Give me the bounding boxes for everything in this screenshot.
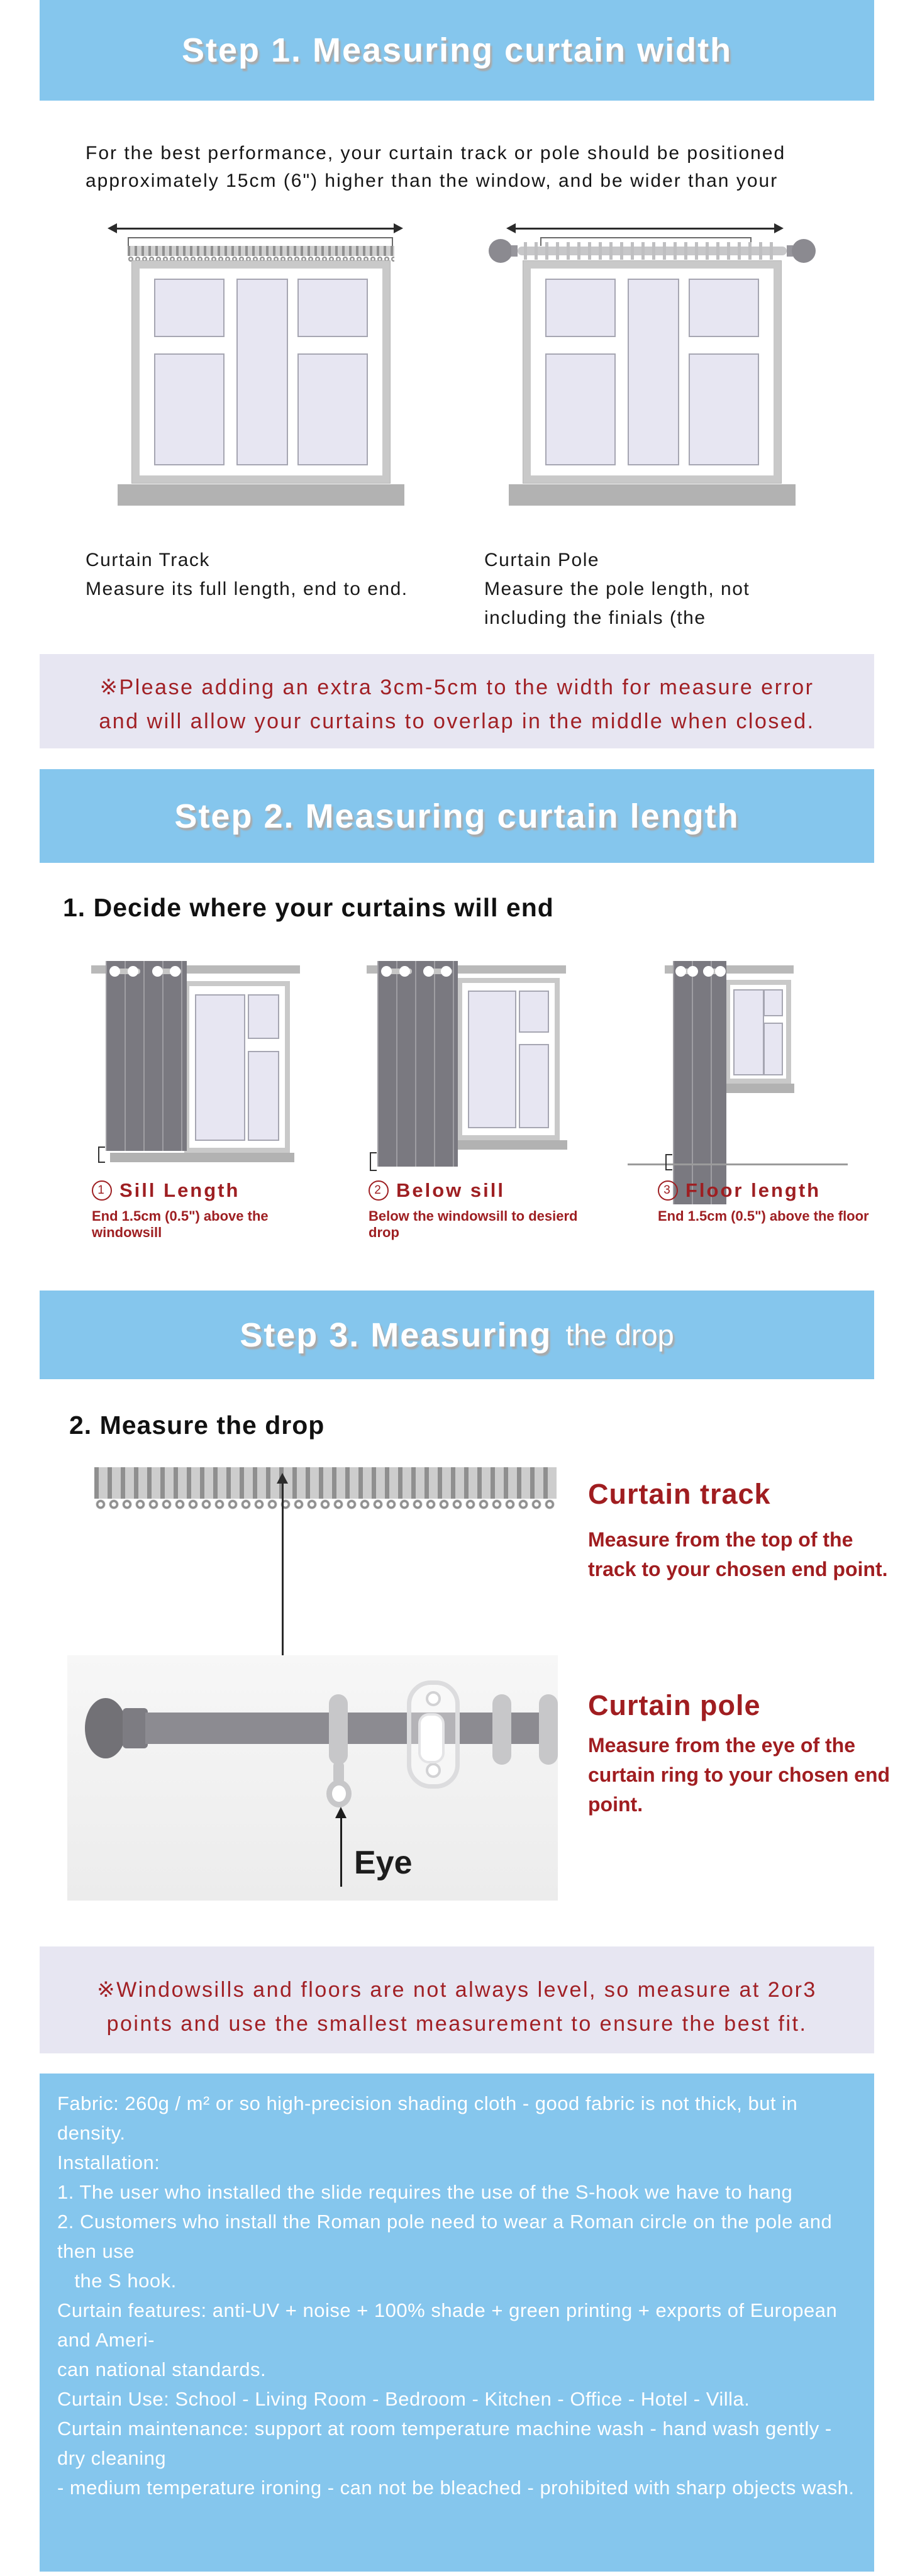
footer-line: Fabric: 260g / m² or so high-precision shading cloth - good fabric is not thick, but in density. [57,2092,804,2144]
footer-line: Curtain Use: School - Living Room - Bedroom - Kitchen - Office - Hotel - Villa. [57,2388,750,2410]
curtain-ring [539,1694,558,1765]
caption-title-text: Below sill [396,1179,505,1201]
footer-line: 2. Customers who install the Roman pole need to wear a Roman circle on the pole and then use [57,2211,838,2262]
step2-banner [40,769,874,863]
windowsill [719,1084,794,1093]
instruction-line: Measure from the top of the [588,1528,853,1551]
sill-length-panel [55,956,326,1240]
window-pane [763,989,783,1016]
curtain-track-gliders [94,1499,557,1511]
window-pane [195,994,245,1141]
ring-eye-icon [326,1780,352,1807]
grommet-icon [381,966,392,977]
below-sill-caption [369,1179,602,1241]
curtain-pole-window-figure [470,221,835,520]
pole-finial-neck [511,245,518,257]
window-pane [236,279,287,465]
window-pane [154,353,225,465]
window-pane [248,994,279,1039]
curtain-pole-closeup-figure [67,1655,558,1901]
width-bracket-icon [128,237,393,246]
caption-title [369,1179,602,1202]
caption-title [658,1179,869,1202]
curtain-track-instructions [588,1525,888,1584]
curtain-pole-caption [484,546,750,633]
caption-line: including the finials (the [484,608,706,628]
curtain-illustration [377,961,458,1167]
window-illustration [132,261,390,483]
window-pane [297,279,368,337]
window-pane [689,353,759,465]
window-pane [468,991,517,1128]
curtain-pole-rings [524,242,780,260]
window-illustration [725,980,791,1084]
step1-banner [40,0,874,101]
below-sill-panel [332,956,602,1240]
caption-line: Measure the pole length, not [484,579,750,599]
grommet-icon [152,966,163,977]
caption-line: Measure its full length, end to end. [86,579,408,599]
grommet-icon [715,966,726,977]
window-illustration [184,981,290,1153]
eye-label: Eye [354,1845,413,1881]
grommet-icon [109,966,120,977]
gap-bracket-icon [370,1152,377,1171]
curtain-illustration [106,961,187,1151]
footer-line: Curtain maintenance: support at room temperature machine wash - hand wash gently - dry cleaning [57,2418,838,2469]
pole-finial-knob [85,1698,126,1758]
note-line-2: and will allow your curtains to overlap in the middle when closed. [99,709,815,733]
instruction-line: Measure from the eye of the [588,1734,855,1757]
caption-title: Curtain Track [86,550,210,570]
window-pane [154,279,225,337]
width-measure-arrow-icon [515,228,775,230]
window-pane [519,1044,549,1129]
note-line-1: ※Please adding an extra 3cm-5cm to the width for measure error [99,675,814,699]
step2-heading: 1. Decide where your curtains will end [63,893,554,922]
step3-banner-title: Step 3. Measuring [240,1316,552,1354]
grommet-icon [687,966,698,977]
step3-banner-subtitle: the drop [565,1318,674,1352]
gap-bracket-icon [665,1154,672,1170]
window-pane [689,279,759,337]
eye-pointer-arrow-icon [340,1810,342,1887]
footer-line: - medium temperature ironing - can not be bleached - prohibited with sharp objects wash. [57,2477,855,2499]
curtain-track-bar [94,1467,557,1499]
caption-title: Curtain Pole [484,550,600,570]
grommet-icon [399,966,410,977]
grommet-icon [441,966,452,977]
window-pane [297,353,368,465]
floor-length-panel [621,956,892,1226]
step1-banner-title: Step 1. Measuring curtain width [181,31,733,69]
curtain-pole-title: Curtain pole [588,1689,761,1721]
caption-subtitle: End 1.5cm (0.5") above the windowsill [92,1208,269,1240]
window-pane [519,991,549,1033]
caption-title [92,1179,326,1202]
pole-finial-left [489,239,513,263]
footer-line: can national standards. [57,2358,267,2380]
curtain-ring [492,1694,511,1765]
caption-title-text: Sill Length [119,1179,240,1201]
curtain-ring [329,1694,348,1765]
window-illustration [457,978,560,1140]
level-measure-note [40,1946,874,2053]
circled-number-icon: 2 [369,1180,389,1201]
note-line-1: ※Windowsills and floors are not always level, so measure at 2or3 [97,1978,817,2002]
curtain-track-caption [86,546,408,604]
windowsill [110,1153,294,1162]
product-details-footer [40,2074,874,2572]
floor-line [628,1163,848,1165]
footer-line: the S hook. [57,2270,177,2292]
instruction-line: curtain ring to your chosen end [588,1763,891,1786]
gap-bracket-icon [98,1146,105,1163]
instruction-line: track to your chosen end point. [588,1558,888,1580]
footer-line: 1. The user who installed the slide requires the use of the S-hook we have to hang [57,2181,793,2203]
window-pane [545,353,616,465]
step3-banner [40,1291,874,1379]
grommet-icon [675,966,686,977]
grommet-icon [423,966,434,977]
caption-title-text: Floor length [685,1179,821,1201]
curtain-track-bar [128,246,394,256]
window-pane [248,1051,279,1141]
width-measure-note [40,654,874,748]
windowsill [509,484,796,506]
curtain-track-window-figure [79,221,443,520]
grommet-icon [128,966,138,977]
caption-subtitle: Below the windowsill to desierd drop [369,1208,578,1240]
step3-heading: 2. Measure the drop [69,1411,325,1440]
footer-line: Installation: [57,2151,160,2174]
grommet-icon [703,966,714,977]
sill-length-caption [92,1179,326,1241]
circled-number-icon: 1 [92,1180,112,1201]
pole-finial-right [792,239,816,263]
curtain-pole-instructions [588,1731,890,1819]
width-measure-arrow-icon [116,228,394,230]
curtain-illustration [673,961,726,1204]
window-illustration [523,261,781,483]
pole-finial-collar [123,1708,148,1748]
caption-subtitle: End 1.5cm (0.5") above the floor [658,1208,869,1224]
intro-paragraph [86,140,785,195]
floor-length-caption [658,1179,869,1224]
window-pane [733,989,764,1075]
window-pane [763,1023,783,1075]
note-line-2: points and use the smallest measurement to ensure the best fit. [106,2012,807,2036]
step2-banner-title: Step 2. Measuring curtain length [174,797,740,835]
intro-line-2: approximately 15cm (6") higher than the window, and be wider than your [86,170,779,191]
instruction-line: point. [588,1793,643,1816]
footer-line: Curtain features: anti-UV + noise + 100% shade + green printing + exports of European and Ameri- [57,2299,843,2351]
windowsill [118,484,404,506]
circled-number-icon: 3 [658,1180,678,1201]
curtain-track-title: Curtain track [588,1478,771,1510]
wall-bracket-slot [418,1713,445,1763]
window-pane [628,279,679,465]
window-pane [545,279,616,337]
grommet-icon [170,966,180,977]
intro-line-1: For the best performance, your curtain track or pole should be positioned [86,143,786,164]
